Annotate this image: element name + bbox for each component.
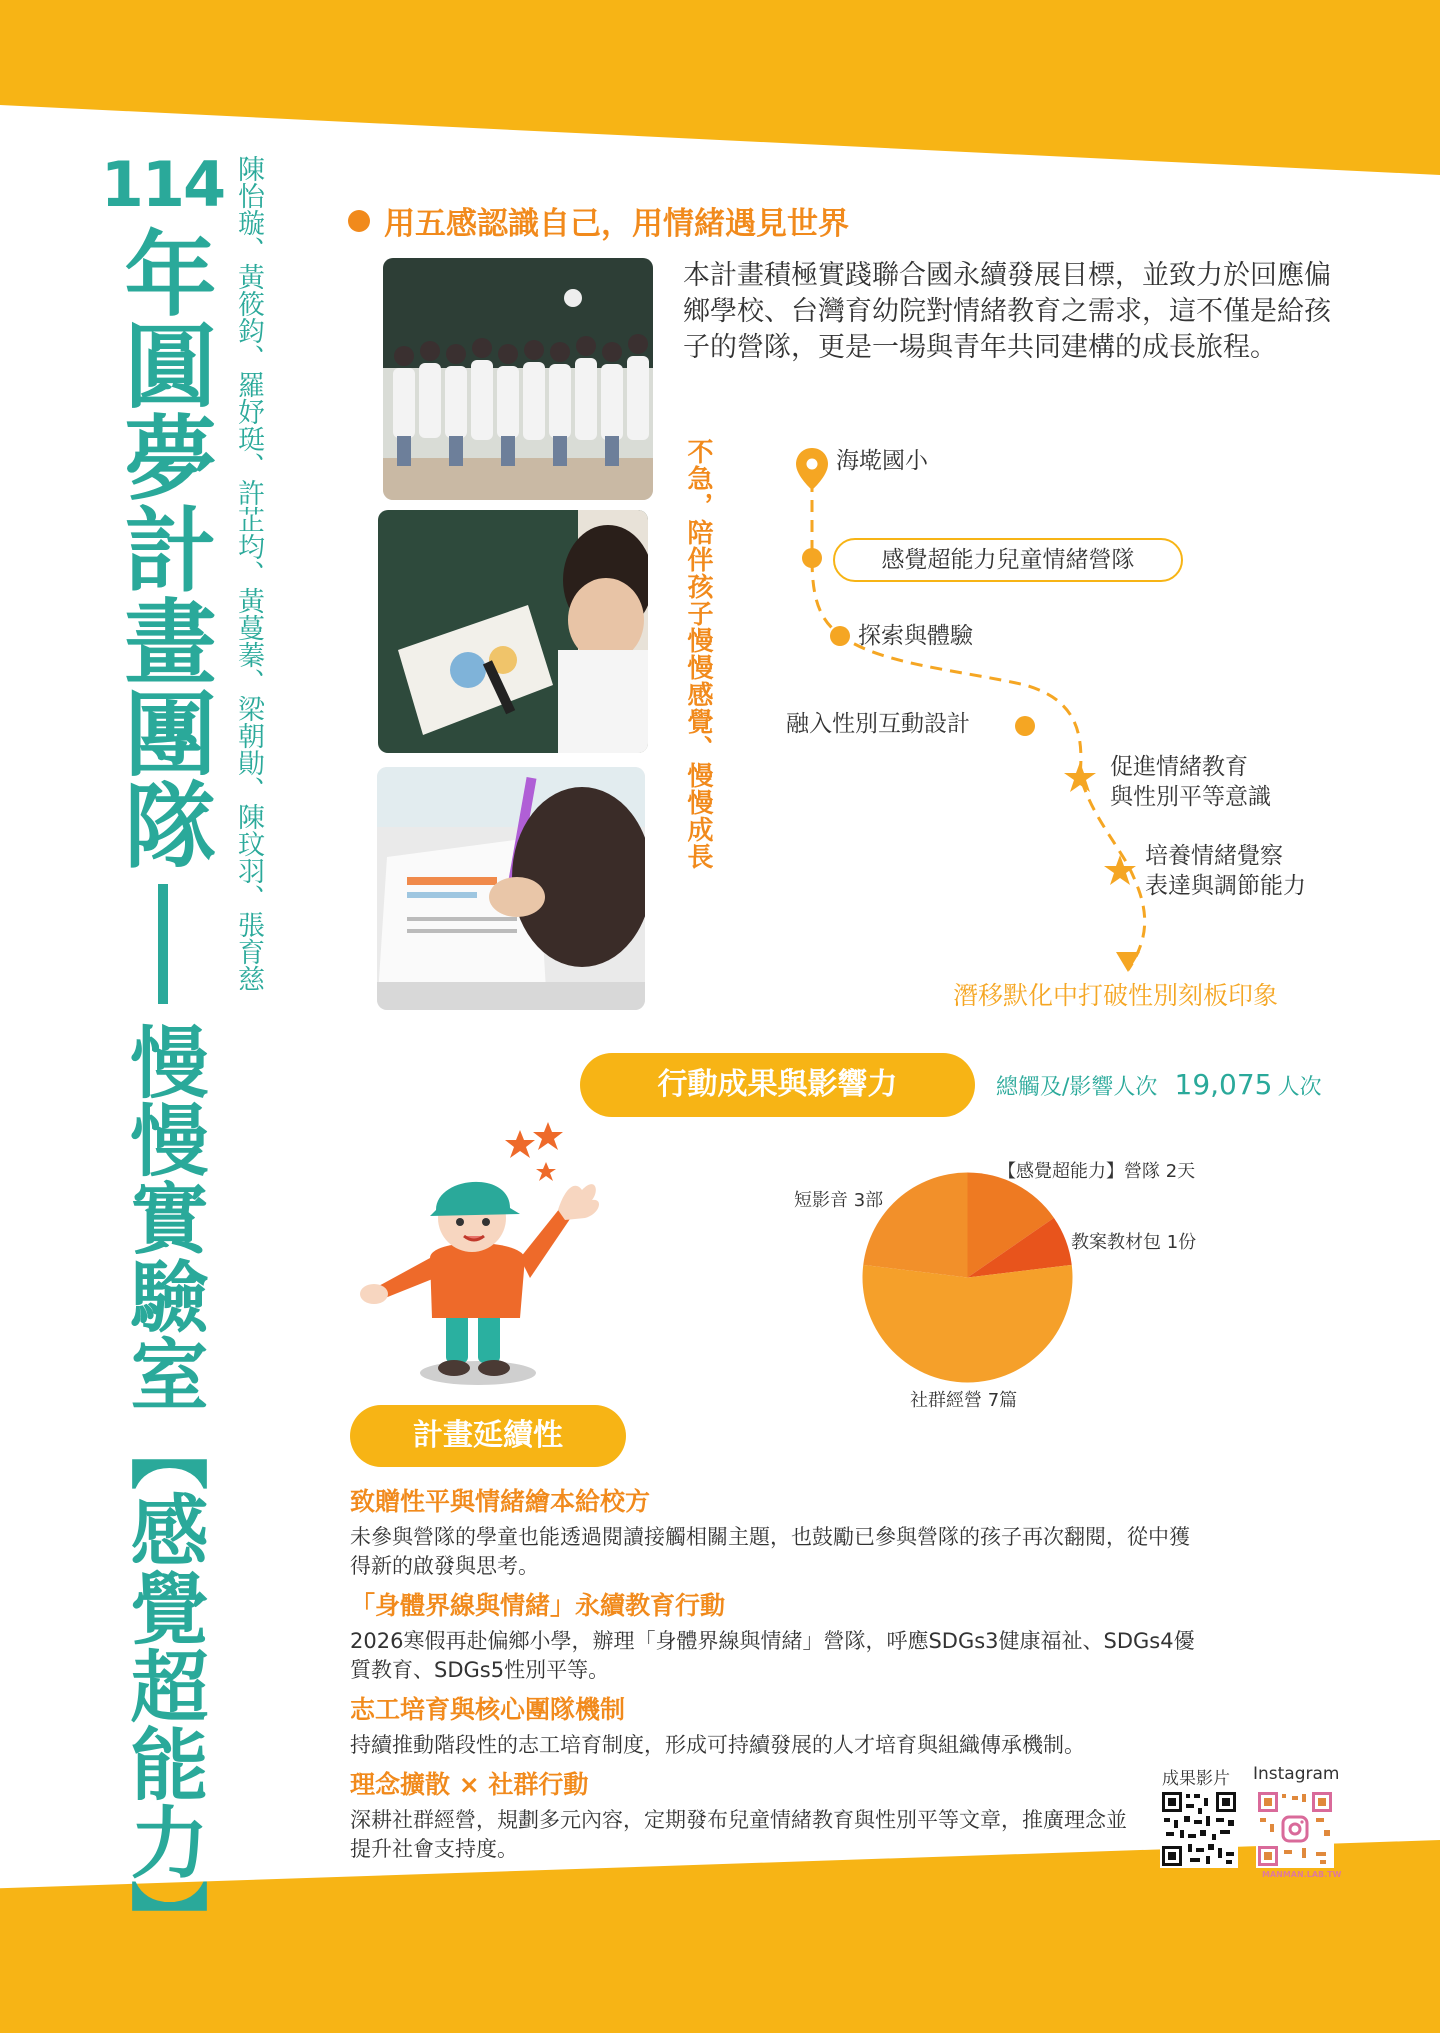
continuity-heading: 志工培育與核心團隊機制 [350, 1695, 626, 1724]
video-qr-code[interactable] [1160, 1790, 1238, 1868]
reach-value: 19,075 [1174, 1068, 1273, 1101]
continuity-item [350, 1485, 1250, 1581]
path-node-dot [830, 626, 850, 646]
waving-kid-illustration [360, 1118, 650, 1398]
reach-unit: 人次 [1277, 1075, 1322, 1100]
path-step-cultivate-1: 培養情緒覺察 [1145, 843, 1283, 869]
continuity-body: 2026寒假再赴偏鄉小學，辦理「身體界線與情緒」營隊，呼應SDGs3健康福祉、SDGs4優質教育、SDGs5性別平等。 [350, 1629, 1195, 1682]
pie-slice [863, 1265, 1073, 1383]
title-subtitle: 慢慢實驗室【感覺超能力】 [117, 1022, 208, 1958]
team-members: 陳怡璇、黃筱鈞、羅妤珽、許芷均、黃蔓蓁、梁朝勛、陳玟羽、張育慈 [233, 155, 264, 992]
continuity-title-pill: 計畫延續性 [350, 1405, 626, 1467]
vertical-title [100, 150, 225, 1958]
path-start-label: 海墘國小 [836, 448, 928, 474]
title-divider [158, 884, 168, 1004]
impact-pie-chart [860, 1170, 1075, 1385]
instagram-handle: MANMAN.LAB.TW [1262, 1870, 1342, 1879]
continuity-heading: 致贈性平與情緒繪本給校方 [350, 1487, 651, 1516]
location-pin-icon [796, 448, 828, 490]
drawing-activity-photo [377, 767, 645, 1010]
instagram-qr-code[interactable] [1256, 1790, 1334, 1868]
qr-video-label: 成果影片 [1162, 1769, 1230, 1789]
title-main: 年圓夢計畫團隊 [109, 226, 217, 870]
continuity-heading: 理念擴散 × 社群行動 [350, 1770, 589, 1799]
continuity-item [350, 1693, 1250, 1760]
continuity-body: 深耕社群經營，規劃多元內容，定期發布兒童情緒教育與性別平等文章，推廣理念並提升社會支持度。 [350, 1808, 1127, 1861]
section1-title: 用五感認識自己，用情緒遇見世界 [384, 206, 849, 242]
path-step-gender: 融入性別互動設計 [786, 711, 970, 737]
pie-label-shorts: 短影音 3部 [794, 1190, 884, 1211]
intro-paragraph: 本計畫積極實踐聯合國永續發展目標，並致力於回應偏鄉學校、台灣育幼院對情緒教育之需求，這不僅是給孩子的營隊，更是一場與青年共同建構的成長旅程。 [683, 260, 1331, 363]
continuity-item [350, 1768, 1130, 1864]
bullet-dot-icon [348, 210, 370, 232]
path-step-explore: 探索與體驗 [858, 623, 973, 649]
continuity-heading: 「身體界線與情緒」永續教育行動 [350, 1591, 726, 1620]
path-star-icon [1064, 762, 1096, 792]
continuity-body: 持續推動階段性的志工培育制度，形成可持續發展的人才培育與組織傳承機制。 [350, 1733, 1085, 1757]
path-final-label: 潛移默化中打破性別刻板印象 [953, 981, 1279, 1010]
continuity-item [350, 1589, 1250, 1685]
pie-label-social: 社群經營 7篇 [910, 1390, 1018, 1411]
path-step-promote-2: 與性別平等意識 [1110, 784, 1271, 810]
section1-heading [348, 198, 849, 243]
path-node-dot [1015, 716, 1035, 736]
arrow-down-icon [1116, 952, 1140, 972]
path-node-dot [802, 548, 822, 568]
picture-book-photo [378, 510, 648, 753]
reach-label: 總觸及/影響人次 [996, 1075, 1158, 1100]
reach-summary [996, 1068, 1322, 1101]
path-step-cultivate-2: 表達與調節能力 [1145, 873, 1306, 899]
continuity-body: 未參與營隊的學童也能透過閱讀接觸相關主題，也鼓勵已參與營隊的孩子再次翻閱，從中獲得新的啟發與思考。 [350, 1525, 1190, 1578]
qr-instagram-label: Instagram [1253, 1764, 1340, 1784]
pie-label-camp: 【感覺超能力】營隊 2天 [998, 1161, 1196, 1182]
group-photo [383, 258, 653, 500]
path-step-promote-1: 促進情緒教育 [1110, 754, 1248, 780]
vertical-quote: 不急，陪伴孩子慢慢感覺、慢慢成長 [683, 438, 713, 870]
instagram-icon [1283, 1817, 1307, 1841]
impact-title-pill: 行動成果與影響力 [580, 1053, 975, 1117]
pie-label-kit: 教案教材包 1份 [1071, 1232, 1197, 1253]
title-year: 114 [100, 148, 225, 221]
camp-pill: 感覺超能力兒童情緒營隊 [833, 538, 1183, 582]
